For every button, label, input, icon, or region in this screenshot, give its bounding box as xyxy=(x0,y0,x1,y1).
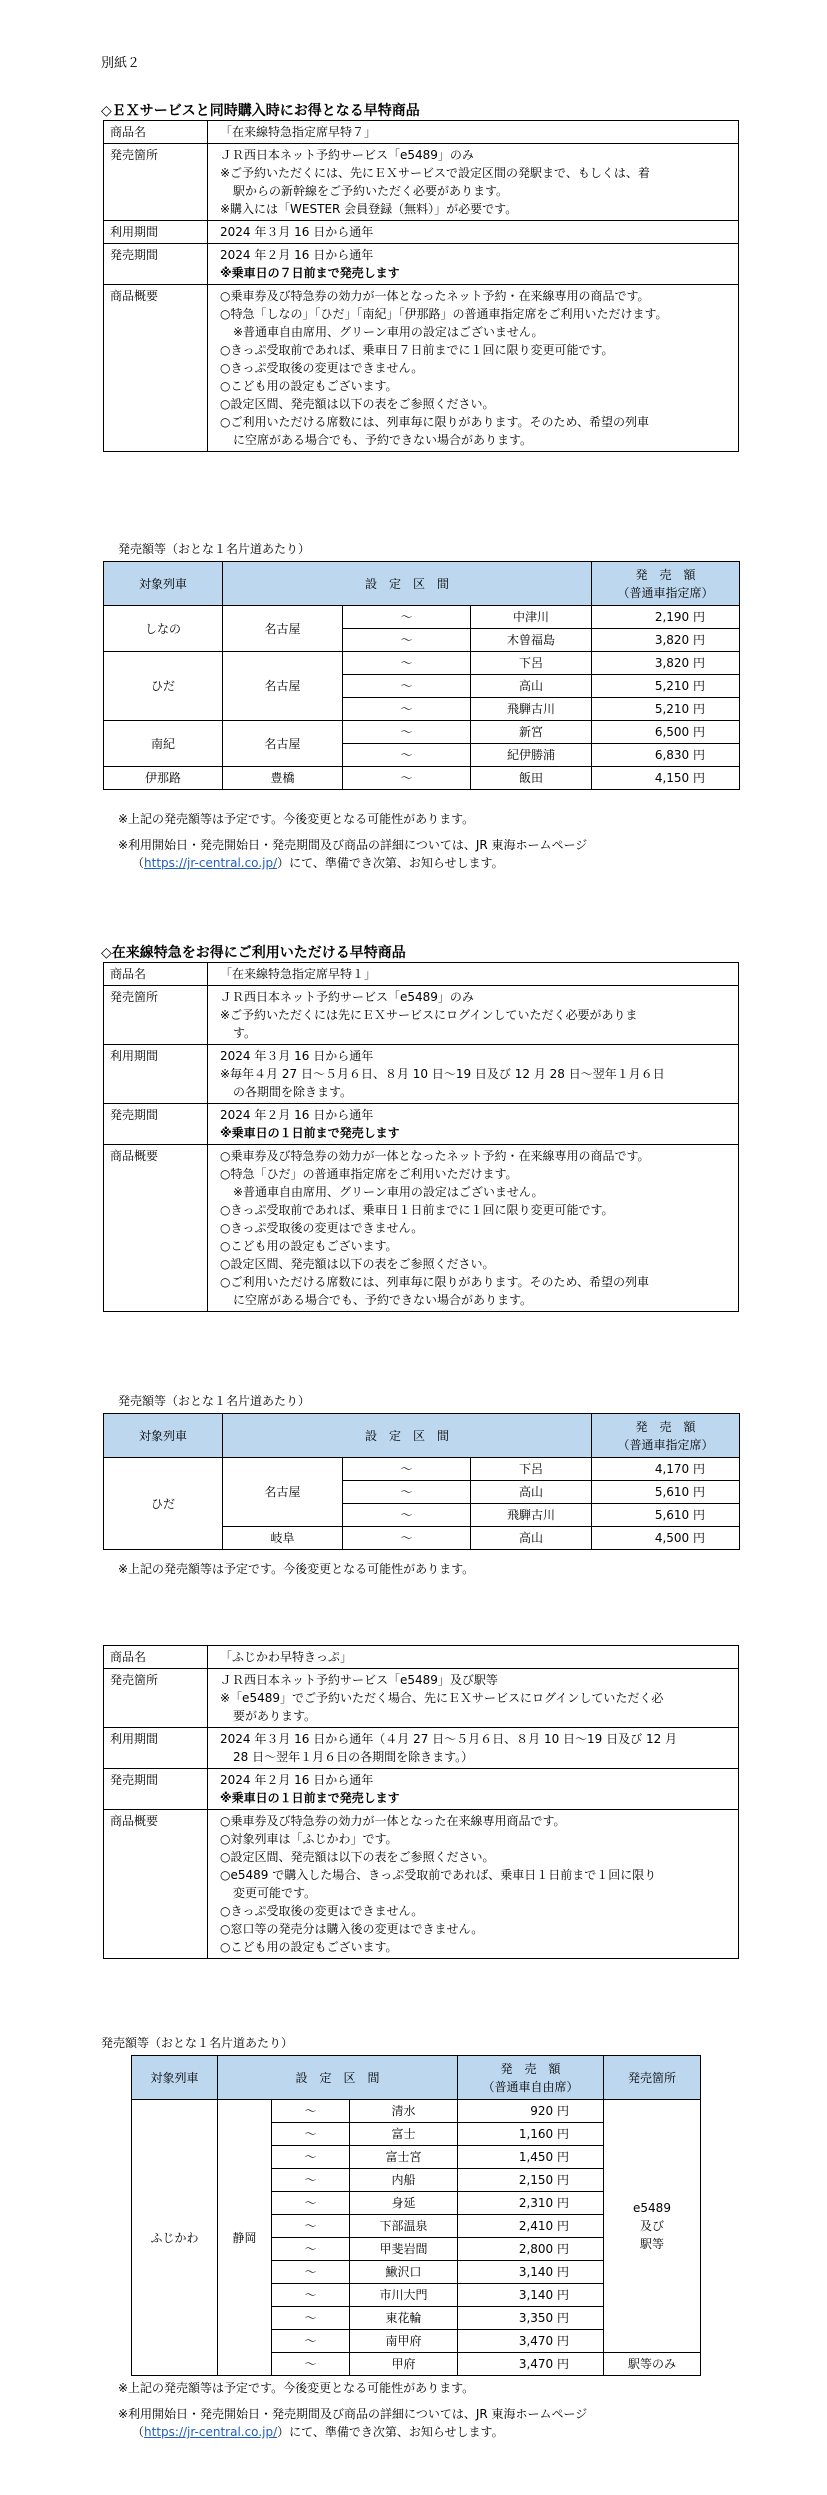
price-table xyxy=(103,1413,740,1550)
to-station: 高山 xyxy=(471,675,592,698)
to-station: 新宮 xyxy=(471,721,592,744)
info-value xyxy=(208,1104,739,1145)
arrow: ～ xyxy=(272,2330,350,2353)
price-amount: 2,150 円 xyxy=(458,2169,604,2192)
from-station: 名古屋 xyxy=(223,1458,343,1527)
info-row xyxy=(104,1145,739,1312)
header-section: 設 定 区 間 xyxy=(218,2056,458,2100)
info-line: ○こども用の設定もございます。 xyxy=(220,379,398,393)
info-key: 利用期間 xyxy=(104,1045,208,1104)
price-amount: 4,150 円 xyxy=(592,767,740,790)
info-line: ＪＲ西日本ネット予約サービス「e5489」のみ xyxy=(220,990,474,1004)
info-key: 商品名 xyxy=(104,1646,208,1669)
price-note: ※上記の発売額等は予定です。今後変更となる可能性があります。 ※利用開始日・発売開始日・発売期間及び商品の詳細については、JR 東海ホームページ （https://jr-central.co.jp/）にて、準備でき次第、お知らせします。 xyxy=(118,812,588,870)
info-line: ○きっぷ受取後の変更はできません。 xyxy=(220,1904,424,1918)
info-line: 2024 年２月 16 日から通年 xyxy=(220,248,374,262)
info-line: ○対象列車は「ふじかわ」です。 xyxy=(220,1832,398,1846)
info-key: 発売箇所 xyxy=(104,1669,208,1728)
arrow: ～ xyxy=(343,744,471,767)
info-value xyxy=(208,1145,739,1312)
info-line: ※乗車日の１日前まで発売します xyxy=(220,1791,400,1805)
train-name: ひだ xyxy=(104,1458,223,1550)
to-station: 富士宮 xyxy=(350,2146,458,2169)
to-station: 高山 xyxy=(471,1527,592,1550)
price-row xyxy=(104,721,740,744)
info-row xyxy=(104,963,739,986)
info-line: ※ご予約いただくには先にＥＸサービスにログインしていただく必要がありま xyxy=(220,1008,638,1022)
info-line: 「在来線特急指定席早特１」 xyxy=(220,967,377,981)
info-row xyxy=(104,1728,739,1769)
info-line: 「在来線特急指定席早特７」 xyxy=(220,125,377,139)
sales-place-line: 及び xyxy=(639,2219,664,2233)
price-amount: 920 円 xyxy=(458,2100,604,2123)
price-amount: 6,830 円 xyxy=(592,744,740,767)
price-amount: 3,470 円 xyxy=(458,2353,604,2376)
from-station: 名古屋 xyxy=(223,652,343,721)
arrow: ～ xyxy=(272,2353,350,2376)
info-line: ○ご利用いただける席数には、列車毎に限りがあります。そのため、希望の列車 xyxy=(220,1275,650,1289)
info-line: ※ご予約いただくには、先にＥＸサービスで設定区間の発駅まで、もしくは、着 xyxy=(220,166,650,180)
info-key: 商品概要 xyxy=(104,1810,208,1959)
info-row xyxy=(104,285,739,452)
to-station: 鰍沢口 xyxy=(350,2261,458,2284)
info-key: 発売期間 xyxy=(104,1769,208,1810)
to-station: 紀伊勝浦 xyxy=(471,744,592,767)
header-amount: 発 売 額 （普通車指定席） xyxy=(592,1414,740,1458)
info-line: ○こども用の設定もございます。 xyxy=(220,1239,398,1253)
section-title: ◇在来線特急をお得にご利用いただける早特商品 xyxy=(101,945,406,961)
info-line: ※普通車自由席用、グリーン車用の設定はございません。 xyxy=(233,325,544,339)
price-amount: 5,610 円 xyxy=(592,1481,740,1504)
info-key: 商品名 xyxy=(104,963,208,986)
to-station: 甲府 xyxy=(350,2353,458,2376)
info-line: ＪＲ西日本ネット予約サービス「e5489」のみ xyxy=(220,148,474,162)
arrow: ～ xyxy=(272,2215,350,2238)
price-table xyxy=(103,561,740,790)
info-key: 利用期間 xyxy=(104,1728,208,1769)
info-line: ※毎年４月 27 日～５月６日、８月 10 日～19 日及び 12 月 28 日～翌年１月６日 xyxy=(220,1067,665,1081)
info-line: 駅からの新幹線をご予約いただく必要があります。 xyxy=(233,184,509,198)
info-value xyxy=(208,221,739,244)
info-line: ※「e5489」でご予約いただく場合、先にＥＸサービスにログインしていただく必 xyxy=(220,1691,664,1705)
to-station: 飛騨古川 xyxy=(471,1504,592,1527)
price-amount: 3,140 円 xyxy=(458,2284,604,2307)
price-amount: 5,210 円 xyxy=(592,698,740,721)
price-amount: 2,310 円 xyxy=(458,2192,604,2215)
info-row xyxy=(104,121,739,144)
info-key: 商品概要 xyxy=(104,285,208,452)
sales-place xyxy=(604,2100,701,2353)
info-row xyxy=(104,1810,739,1959)
to-station: 高山 xyxy=(471,1481,592,1504)
price-amount: 2,800 円 xyxy=(458,2238,604,2261)
arrow: ～ xyxy=(272,2146,350,2169)
price-amount: 6,500 円 xyxy=(592,721,740,744)
info-key: 発売箇所 xyxy=(104,986,208,1045)
product-info-table xyxy=(103,120,739,452)
arrow: ～ xyxy=(272,2123,350,2146)
info-row xyxy=(104,244,739,285)
info-line: 2024 年２月 16 日から通年 xyxy=(220,1773,374,1787)
info-line: ○乗車券及び特急券の効力が一体となったネット予約・在来線専用の商品です。 xyxy=(220,1149,650,1163)
arrow: ～ xyxy=(343,1504,471,1527)
arrow: ～ xyxy=(343,652,471,675)
to-station: 市川大門 xyxy=(350,2284,458,2307)
info-line: ○乗車券及び特急券の効力が一体となったネット予約・在来線専用の商品です。 xyxy=(220,289,650,303)
info-line: の各期間を除きます。 xyxy=(233,1085,353,1099)
sales-place-line: 駅等 xyxy=(639,2237,664,2251)
info-line: ○きっぷ受取前であれば、乗車日７日前までに１回に限り変更可能です。 xyxy=(220,343,614,357)
attachment-label: 別紙２ xyxy=(101,56,141,71)
info-line: ○設定区間、発売額は以下の表をご参照ください。 xyxy=(220,1850,495,1864)
to-station: 内船 xyxy=(350,2169,458,2192)
from-station: 名古屋 xyxy=(223,721,343,767)
price-amount: 3,350 円 xyxy=(458,2307,604,2330)
info-value xyxy=(208,1728,739,1769)
info-line: ※購入には「WESTER 会員登録（無料）」が必要です。 xyxy=(220,202,518,216)
arrow: ～ xyxy=(343,698,471,721)
info-line: ○乗車券及び特急券の効力が一体となった在来線専用商品です。 xyxy=(220,1814,566,1828)
to-station: 中津川 xyxy=(471,606,592,629)
price-amount: 2,190 円 xyxy=(592,606,740,629)
info-value xyxy=(208,144,739,221)
header-section: 設 定 区 間 xyxy=(223,1414,592,1458)
info-value xyxy=(208,986,739,1045)
info-line: ※普通車自由席用、グリーン車用の設定はございません。 xyxy=(233,1185,544,1199)
info-row xyxy=(104,1104,739,1145)
arrow: ～ xyxy=(343,1481,471,1504)
info-line: ○e5489 で購入した場合、きっぷ受取前であれば、乗車日１日前まで１回に限り xyxy=(220,1868,657,1882)
price-amount: 3,820 円 xyxy=(592,629,740,652)
info-value xyxy=(208,244,739,285)
arrow: ～ xyxy=(343,721,471,744)
info-line: ＪＲ西日本ネット予約サービス「e5489」及び駅等 xyxy=(220,1673,498,1687)
info-key: 発売箇所 xyxy=(104,144,208,221)
info-value xyxy=(208,1669,739,1728)
info-line: に空席がある場合でも、予約できない場合があります。 xyxy=(233,433,533,447)
info-line: ○窓口等の発売分は購入後の変更はできません。 xyxy=(220,1922,484,1936)
train-name: 伊那路 xyxy=(104,767,223,790)
homepage-link[interactable]: https://jr-central.co.jp/ xyxy=(144,856,278,870)
price-row xyxy=(104,767,740,790)
arrow: ～ xyxy=(343,767,471,790)
to-station: 飯田 xyxy=(471,767,592,790)
to-station: 木曽福島 xyxy=(471,629,592,652)
info-row xyxy=(104,1646,739,1669)
to-station: 南甲府 xyxy=(350,2330,458,2353)
header-amount: 発 売 額 （普通車指定席） xyxy=(592,562,740,606)
info-line: 28 日～翌年１月６日の各期間を除きます。） xyxy=(233,1750,474,1764)
info-line: ○特急「しなの」「ひだ」「南紀」「伊那路」の普通車指定席をご利用いただけます。 xyxy=(220,307,668,321)
info-line: ※乗車日の１日前まで発売します xyxy=(220,1126,400,1140)
price-note: ※上記の発売額等は予定です。今後変更となる可能性があります。 xyxy=(118,1562,475,1576)
info-key: 発売期間 xyxy=(104,244,208,285)
product-info-table xyxy=(103,1645,739,1959)
info-line: 要があります。 xyxy=(233,1709,317,1723)
info-line: ○設定区間、発売額は以下の表をご参照ください。 xyxy=(220,1257,495,1271)
info-line: 変更可能です。 xyxy=(233,1886,317,1900)
price-caption: 発売額等（おとな１名片道あたり） xyxy=(101,2036,294,2050)
arrow: ～ xyxy=(272,2284,350,2307)
homepage-link[interactable]: https://jr-central.co.jp/ xyxy=(144,2425,278,2439)
info-row xyxy=(104,221,739,244)
arrow: ～ xyxy=(272,2307,350,2330)
info-row xyxy=(104,986,739,1045)
price-row xyxy=(104,652,740,675)
info-line: 2024 年３月 16 日から通年（４月 27 日～５月６日、８月 10 日～19 日及び 12 月 xyxy=(220,1732,678,1746)
price-row xyxy=(132,2100,701,2123)
price-row xyxy=(104,606,740,629)
info-value xyxy=(208,963,739,986)
info-key: 利用期間 xyxy=(104,221,208,244)
to-station: 清水 xyxy=(350,2100,458,2123)
from-station: 豊橋 xyxy=(223,767,343,790)
sales-place-line: e5489 xyxy=(633,2201,671,2215)
info-line: に空席がある場合でも、予約できない場合があります。 xyxy=(233,1293,533,1307)
info-key: 商品概要 xyxy=(104,1145,208,1312)
info-value xyxy=(208,1769,739,1810)
header-train: 対象列車 xyxy=(104,562,223,606)
info-key: 発売期間 xyxy=(104,1104,208,1145)
info-value xyxy=(208,1646,739,1669)
info-row xyxy=(104,1669,739,1728)
info-line: 2024 年３月 16 日から通年 xyxy=(220,1049,374,1063)
info-value xyxy=(208,1810,739,1959)
section-title: ◇ＥＸサービスと同時購入時にお得となる早特商品 xyxy=(101,103,420,119)
info-line: ○きっぷ受取後の変更はできません。 xyxy=(220,1221,424,1235)
price-row xyxy=(104,1458,740,1481)
info-line: ○特急「ひだ」の普通車指定席をご利用いただけます。 xyxy=(220,1167,518,1181)
arrow: ～ xyxy=(343,675,471,698)
header-place: 発売箇所 xyxy=(604,2056,701,2100)
sales-place: 駅等のみ xyxy=(604,2353,701,2376)
info-line: ○ご利用いただける席数には、列車毎に限りがあります。そのため、希望の列車 xyxy=(220,415,650,429)
price-amount: 4,500 円 xyxy=(592,1527,740,1550)
to-station: 東花輪 xyxy=(350,2307,458,2330)
from-station: 岐阜 xyxy=(223,1527,343,1550)
info-line: ○きっぷ受取後の変更はできません。 xyxy=(220,361,424,375)
price-amount: 2,410 円 xyxy=(458,2215,604,2238)
price-amount: 4,170 円 xyxy=(592,1458,740,1481)
to-station: 下呂 xyxy=(471,1458,592,1481)
price-caption: 発売額等（おとな１名片道あたり） xyxy=(118,1394,311,1408)
to-station: 飛騨古川 xyxy=(471,698,592,721)
info-line: 2024 年３月 16 日から通年 xyxy=(220,225,374,239)
price-table xyxy=(131,2055,701,2376)
price-amount: 3,820 円 xyxy=(592,652,740,675)
arrow: ～ xyxy=(343,629,471,652)
train-name: 南紀 xyxy=(104,721,223,767)
to-station: 身延 xyxy=(350,2192,458,2215)
info-row xyxy=(104,1045,739,1104)
arrow: ～ xyxy=(272,2238,350,2261)
info-value xyxy=(208,121,739,144)
from-station: 静岡 xyxy=(218,2100,272,2376)
info-value xyxy=(208,1045,739,1104)
arrow: ～ xyxy=(272,2261,350,2284)
header-train: 対象列車 xyxy=(104,1414,223,1458)
arrow: ～ xyxy=(272,2100,350,2123)
info-line: ○きっぷ受取前であれば、乗車日１日前までに１回に限り変更可能です。 xyxy=(220,1203,614,1217)
from-station: 名古屋 xyxy=(223,606,343,652)
info-row xyxy=(104,144,739,221)
header-train: 対象列車 xyxy=(132,2056,218,2100)
info-line: す。 xyxy=(233,1026,257,1040)
info-line: ○設定区間、発売額は以下の表をご参照ください。 xyxy=(220,397,495,411)
arrow: ～ xyxy=(272,2169,350,2192)
train-name: ひだ xyxy=(104,652,223,721)
train-name: ふじかわ xyxy=(132,2100,218,2376)
info-key: 商品名 xyxy=(104,121,208,144)
arrow: ～ xyxy=(343,1527,471,1550)
info-line: 「ふじかわ早特きっぷ」 xyxy=(220,1650,353,1664)
price-amount: 3,140 円 xyxy=(458,2261,604,2284)
header-amount: 発 売 額 （普通車自由席） xyxy=(458,2056,604,2100)
info-line: ○こども用の設定もございます。 xyxy=(220,1940,398,1954)
info-line: ※乗車日の７日前まで発売します xyxy=(220,266,400,280)
to-station: 富士 xyxy=(350,2123,458,2146)
to-station: 甲斐岩間 xyxy=(350,2238,458,2261)
price-amount: 5,210 円 xyxy=(592,675,740,698)
price-amount: 5,610 円 xyxy=(592,1504,740,1527)
arrow: ～ xyxy=(272,2192,350,2215)
price-amount: 3,470 円 xyxy=(458,2330,604,2353)
product-info-table xyxy=(103,962,739,1312)
header-section: 設 定 区 間 xyxy=(223,562,592,606)
info-row xyxy=(104,1769,739,1810)
info-value xyxy=(208,285,739,452)
to-station: 下呂 xyxy=(471,652,592,675)
price-caption: 発売額等（おとな１名片道あたり） xyxy=(118,542,311,556)
arrow: ～ xyxy=(343,606,471,629)
arrow: ～ xyxy=(343,1458,471,1481)
price-amount: 1,450 円 xyxy=(458,2146,604,2169)
train-name: しなの xyxy=(104,606,223,652)
to-station: 下部温泉 xyxy=(350,2215,458,2238)
price-note: ※上記の発売額等は予定です。今後変更となる可能性があります。 ※利用開始日・発売開始日・発売期間及び商品の詳細については、JR 東海ホームページ （https://jr-central.co.jp/）にて、準備でき次第、お知らせします。 xyxy=(118,2381,588,2439)
price-amount: 1,160 円 xyxy=(458,2123,604,2146)
info-line: 2024 年２月 16 日から通年 xyxy=(220,1108,374,1122)
